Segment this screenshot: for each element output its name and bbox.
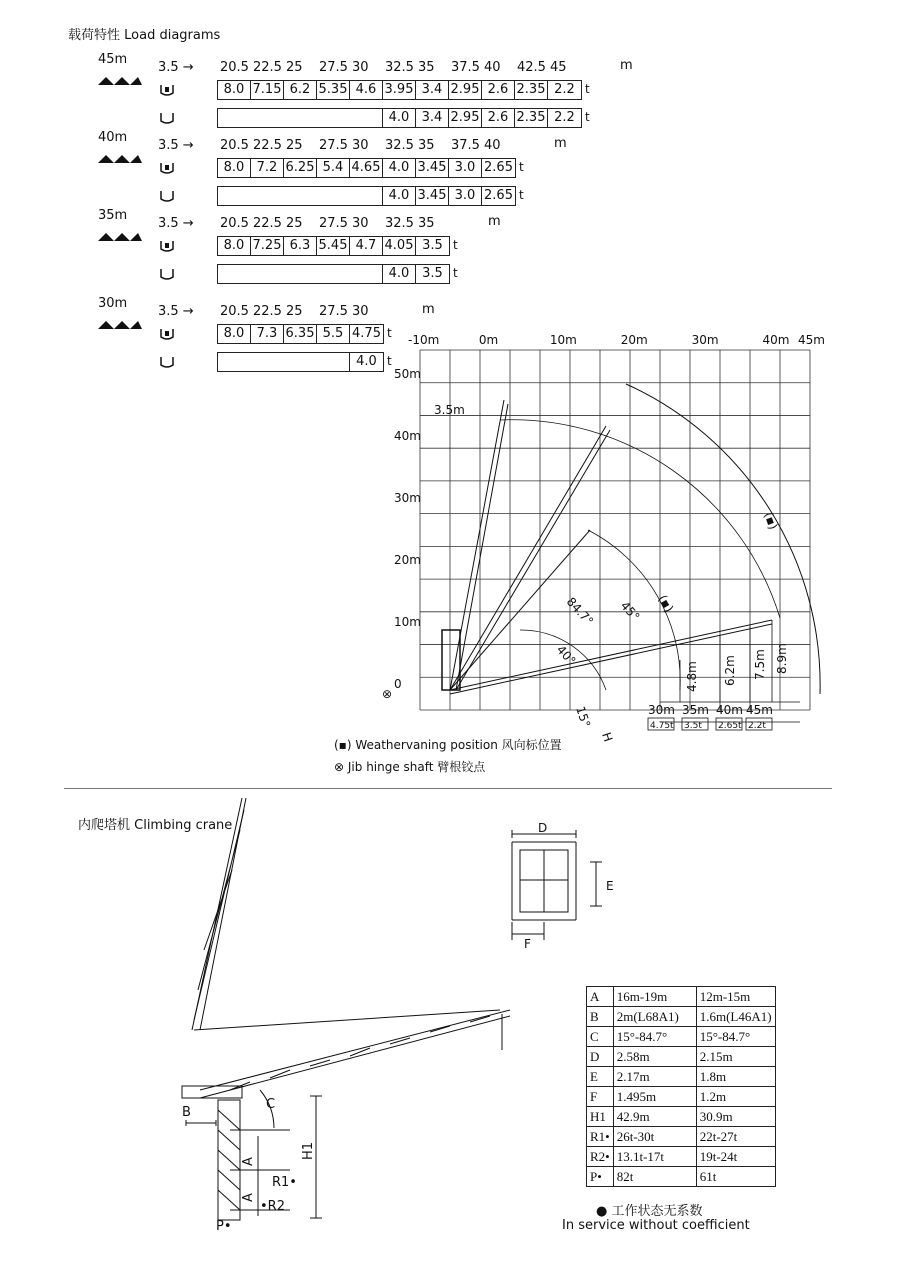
spec-row (587, 1007, 776, 1027)
tip-load-label: 2.65t (718, 721, 742, 731)
load-cell: 4.7 (350, 237, 383, 255)
x-tick-label: 30m (691, 333, 719, 347)
radius-head: 30 (352, 304, 369, 319)
load-cell (317, 109, 350, 127)
radius-head: 27.5 (319, 216, 348, 231)
single-hook-icon (158, 354, 176, 373)
load-cell (284, 109, 317, 127)
y-tick-label: 20m (394, 553, 421, 567)
load-cell: 2.35 (515, 81, 548, 99)
unit-m: m (554, 136, 567, 151)
unit-t: t (387, 354, 392, 368)
load-row-single (217, 352, 384, 372)
climbing-crane-drawing (170, 790, 530, 1250)
double-hook-icon (158, 160, 176, 179)
unit-m: m (422, 302, 435, 317)
radius-head: 27.5 (319, 304, 348, 319)
radius-head: 40 (484, 60, 501, 75)
load-cell: 4.05 (383, 237, 416, 255)
x-tick-label: 20m (620, 333, 648, 347)
single-hook-icon (158, 266, 176, 285)
angle-label: 45° (617, 598, 643, 624)
load-cell (350, 109, 383, 127)
spec-value: 1.8m (696, 1067, 775, 1087)
load-cell (284, 187, 317, 205)
radius-head: 22.5 (253, 304, 282, 319)
tip-load-label: 4.75t (650, 721, 674, 731)
unit-t: t (585, 110, 590, 124)
hinge-icon: ⊗ (334, 760, 345, 774)
load-cell: 4.0 (383, 265, 416, 283)
radius-head: 22.5 (253, 60, 282, 75)
spec-value: 26t-30t (613, 1127, 696, 1147)
angle-label: 84.7° (563, 594, 597, 629)
h-label: H (599, 730, 616, 744)
label-c: C (266, 1097, 276, 1112)
radius-head: 37.5 (451, 60, 480, 75)
label-h1: H1 (301, 1141, 316, 1160)
x-tick-label: -10m (408, 333, 440, 347)
crane-line (500, 420, 780, 618)
spec-row (587, 1147, 776, 1167)
spec-row (587, 1047, 776, 1067)
weathervane-icon: (▪) (761, 510, 781, 532)
radius-head: 25 (286, 216, 303, 231)
min-radius-label: 3.5 → (158, 60, 194, 75)
load-cell: 6.3 (284, 237, 317, 255)
spec-value: 2.17m (613, 1067, 696, 1087)
x-tick-label: 45m (798, 333, 825, 347)
load-cell: 3.45 (416, 187, 449, 205)
load-cell (317, 353, 350, 371)
load-cell: 8.0 (218, 81, 251, 99)
min-radius-label: 3.5 → (158, 304, 194, 319)
label-r2: •R2 (260, 1199, 285, 1214)
spec-value: 16m-19m (613, 987, 696, 1007)
radius-head: 20.5 (220, 60, 249, 75)
load-cell: 3.0 (449, 159, 482, 177)
spec-value: 2.15m (696, 1047, 775, 1067)
radius-head: 35 (418, 60, 435, 75)
jib-length-label: 30m (648, 703, 675, 717)
load-cell: 8.0 (218, 325, 251, 343)
weathervane-icon: (▪) (655, 592, 677, 615)
load-cell (350, 187, 383, 205)
label-p: P• (216, 1219, 232, 1234)
radius-chart (380, 330, 840, 750)
spec-value: 82t (613, 1167, 696, 1187)
legend-weathervane: (▪) Weathervaning position 风向标位置 (334, 738, 562, 752)
load-cell (251, 265, 284, 283)
angle-label: 15° (573, 704, 594, 730)
spec-value: 13.1t-17t (613, 1147, 696, 1167)
spec-value: 1.2m (696, 1087, 775, 1107)
spec-value: 15°-84.7° (613, 1027, 696, 1047)
radius-head: 45 (550, 60, 567, 75)
x-tick-label: 10m (549, 333, 577, 347)
tip-load-label: 2.2t (748, 721, 766, 731)
double-hook-icon (158, 82, 176, 101)
spec-key: R1• (587, 1127, 614, 1147)
load-cell: 6.25 (284, 159, 317, 177)
spec-key: B (587, 1007, 614, 1027)
unit-t: t (387, 326, 392, 340)
load-cell: 2.6 (482, 81, 515, 99)
spec-key: F (587, 1087, 614, 1107)
load-row-double (217, 324, 384, 344)
load-row-double (217, 236, 450, 256)
load-cell: 2.65 (484, 188, 513, 203)
jib-symbol-icon (96, 316, 144, 335)
weathervane-icon: (▪) (334, 738, 352, 752)
bullet-icon: ● (596, 1204, 608, 1219)
load-cell: 4.6 (350, 81, 383, 99)
unit-t: t (519, 188, 524, 202)
load-cell (317, 187, 350, 205)
unit-m: m (620, 58, 633, 73)
radius-head: 32.5 (385, 60, 414, 75)
double-hook-icon (158, 238, 176, 257)
radius-head: 37.5 (451, 138, 480, 153)
unit-t: t (519, 160, 524, 174)
unit-m: m (488, 214, 501, 229)
load-cell (284, 265, 317, 283)
spec-key: A (587, 987, 614, 1007)
section-divider (64, 788, 832, 789)
spec-value: 22t-27t (696, 1127, 775, 1147)
spec-row (587, 1027, 776, 1047)
load-cell (251, 109, 284, 127)
spec-value: 12m-15m (696, 987, 775, 1007)
jib-length: 35m (98, 208, 128, 223)
spec-value: 1.6m(L46A1) (696, 1007, 775, 1027)
load-row-single (217, 108, 582, 128)
spec-key: R2• (587, 1147, 614, 1167)
load-cell (218, 187, 251, 205)
load-cell: 6.2 (284, 81, 317, 99)
load-cell: 5.5 (317, 325, 350, 343)
spec-value: 42.9m (613, 1107, 696, 1127)
climbing-title: 内爬塔机 Climbing crane (78, 818, 233, 833)
y-tick-label: 30m (394, 491, 421, 505)
radius-head: 20.5 (220, 216, 249, 231)
load-cell: 4.75 (352, 326, 381, 341)
radius-head: 25 (286, 138, 303, 153)
x-tick-label: 40m (762, 333, 790, 347)
y-tick-label: 40m (394, 429, 421, 443)
crane-line (450, 400, 508, 690)
single-hook-icon (158, 110, 176, 129)
spec-value: 61t (696, 1167, 775, 1187)
load-cell: 2.95 (449, 81, 482, 99)
load-cell (218, 353, 251, 371)
spec-key: E (587, 1067, 614, 1087)
crane-line (626, 384, 820, 694)
load-row-double (217, 80, 582, 100)
label-d: D (538, 822, 548, 835)
load-cell: 4.0 (383, 187, 416, 205)
load-cell: 2.95 (449, 109, 482, 127)
spec-row (587, 1107, 776, 1127)
radius-head: 20.5 (220, 304, 249, 319)
radius-head: 30 (352, 60, 369, 75)
unit-t: t (453, 238, 458, 252)
load-cell: 8.0 (218, 237, 251, 255)
spec-key: H1 (587, 1107, 614, 1127)
radius-head: 22.5 (253, 216, 282, 231)
spec-value: 19t-24t (696, 1147, 775, 1167)
load-cell (317, 265, 350, 283)
radius-head: 30 (352, 216, 369, 231)
legend-hinge: ⊗ Jib hinge shaft 臂根铰点 (334, 760, 486, 774)
y-tick-label: 10m (394, 615, 421, 629)
load-cell: 8.0 (218, 159, 251, 177)
load-cell: 2.65 (484, 160, 513, 175)
label-b: B (182, 1105, 191, 1120)
load-diagrams-title: 载荷特性 Load diagrams (68, 28, 221, 43)
hinge-icon: ⊗ (382, 687, 393, 701)
load-cell: 6.35 (284, 325, 317, 343)
load-cell: 3.45 (416, 159, 449, 177)
load-cell: 2.2 (554, 110, 575, 125)
load-cell: 5.4 (317, 159, 350, 177)
radius-head: 25 (286, 304, 303, 319)
load-cell: 3.4 (416, 81, 449, 99)
load-cell: 3.5 (422, 266, 443, 281)
radius-head: 35 (418, 138, 435, 153)
jib-length: 45m (98, 52, 128, 67)
angle-label: 40° (553, 642, 579, 668)
radius-head: 22.5 (253, 138, 282, 153)
label-e: E (606, 879, 614, 893)
hook-height-label: 4.8m (685, 661, 699, 692)
load-cell: 5.45 (317, 237, 350, 255)
y-tick-label: 50m (394, 367, 421, 381)
hook-height-label: 6.2m (723, 655, 737, 686)
spec-value: 2m(L68A1) (613, 1007, 696, 1027)
load-row-single (217, 186, 516, 206)
spec-value: 1.495m (613, 1087, 696, 1107)
load-cell: 3.4 (416, 109, 449, 127)
load-cell (251, 353, 284, 371)
x-tick-label: 0m (478, 333, 499, 347)
spec-key: P• (587, 1167, 614, 1187)
spec-value: 30.9m (696, 1107, 775, 1127)
unit-t: t (453, 266, 458, 280)
load-cell: 4.0 (383, 159, 416, 177)
load-cell: 2.6 (482, 109, 515, 127)
min-radius-label: 3.5 → (158, 216, 194, 231)
load-cell: 5.35 (317, 81, 350, 99)
jib-length-label: 40m (716, 703, 743, 717)
spec-row (587, 1087, 776, 1107)
spec-table (586, 986, 776, 1187)
load-cell: 2.35 (515, 109, 548, 127)
spec-key: D (587, 1047, 614, 1067)
jib-symbol-icon (96, 72, 144, 91)
radius-head: 27.5 (319, 60, 348, 75)
radius-head: 42.5 (517, 60, 546, 75)
label-f: F (524, 937, 531, 951)
jib-length-label: 45m (746, 703, 773, 717)
unit-t: t (585, 82, 590, 96)
spec-value: 15°-84.7° (696, 1027, 775, 1047)
load-cell: 7.2 (251, 159, 284, 177)
load-cell (350, 265, 383, 283)
label-a1: A (241, 1157, 256, 1166)
spec-row (587, 1067, 776, 1087)
spec-row (587, 987, 776, 1007)
jib-length: 40m (98, 130, 128, 145)
spec-row (587, 1167, 776, 1187)
min-radius-label: 3.5m (434, 403, 465, 417)
spec-key: C (587, 1027, 614, 1047)
load-cell: 4.0 (383, 109, 416, 127)
load-cell (284, 353, 317, 371)
spec-table-wrap (586, 986, 776, 1187)
load-cell: 7.3 (251, 325, 284, 343)
load-cell: 2.2 (554, 82, 575, 97)
note-en: In service without coefficient (562, 1218, 750, 1233)
load-cell: 3.0 (449, 187, 482, 205)
load-cell: 4.0 (356, 354, 377, 369)
label-r1: R1• (272, 1175, 297, 1190)
jib-symbol-icon (96, 228, 144, 247)
spec-value: 2.58m (613, 1047, 696, 1067)
min-radius-label: 3.5 → (158, 138, 194, 153)
tip-load-label: 3.5t (684, 721, 702, 731)
load-cell: 7.25 (251, 237, 284, 255)
radius-head: 32.5 (385, 138, 414, 153)
y-tick-label: 0 (394, 677, 402, 691)
crane-line (450, 426, 610, 690)
load-row-single (217, 264, 450, 284)
load-cell: 7.15 (251, 81, 284, 99)
single-hook-icon (158, 188, 176, 207)
load-cell (218, 109, 251, 127)
radius-head: 35 (418, 216, 435, 231)
jib-length: 30m (98, 296, 128, 311)
radius-head: 30 (352, 138, 369, 153)
plan-diagram (496, 822, 636, 952)
jib-symbol-icon (96, 150, 144, 169)
load-cell (251, 187, 284, 205)
radius-head: 25 (286, 60, 303, 75)
load-row-double (217, 158, 516, 178)
hook-height-label: 8.9m (775, 643, 789, 674)
radius-head: 40 (484, 138, 501, 153)
load-cell: 3.5 (422, 238, 443, 253)
note-cn: ● 工作状态无系数 (596, 1204, 703, 1219)
spec-row (587, 1127, 776, 1147)
load-cell: 3.95 (383, 81, 416, 99)
radius-head: 27.5 (319, 138, 348, 153)
load-cell (218, 265, 251, 283)
double-hook-icon (158, 326, 176, 345)
jib-length-label: 35m (682, 703, 709, 717)
hook-height-label: 7.5m (753, 649, 767, 680)
load-cell: 4.65 (350, 159, 383, 177)
radius-head: 32.5 (385, 216, 414, 231)
label-a2: A (241, 1193, 256, 1202)
radius-head: 20.5 (220, 138, 249, 153)
